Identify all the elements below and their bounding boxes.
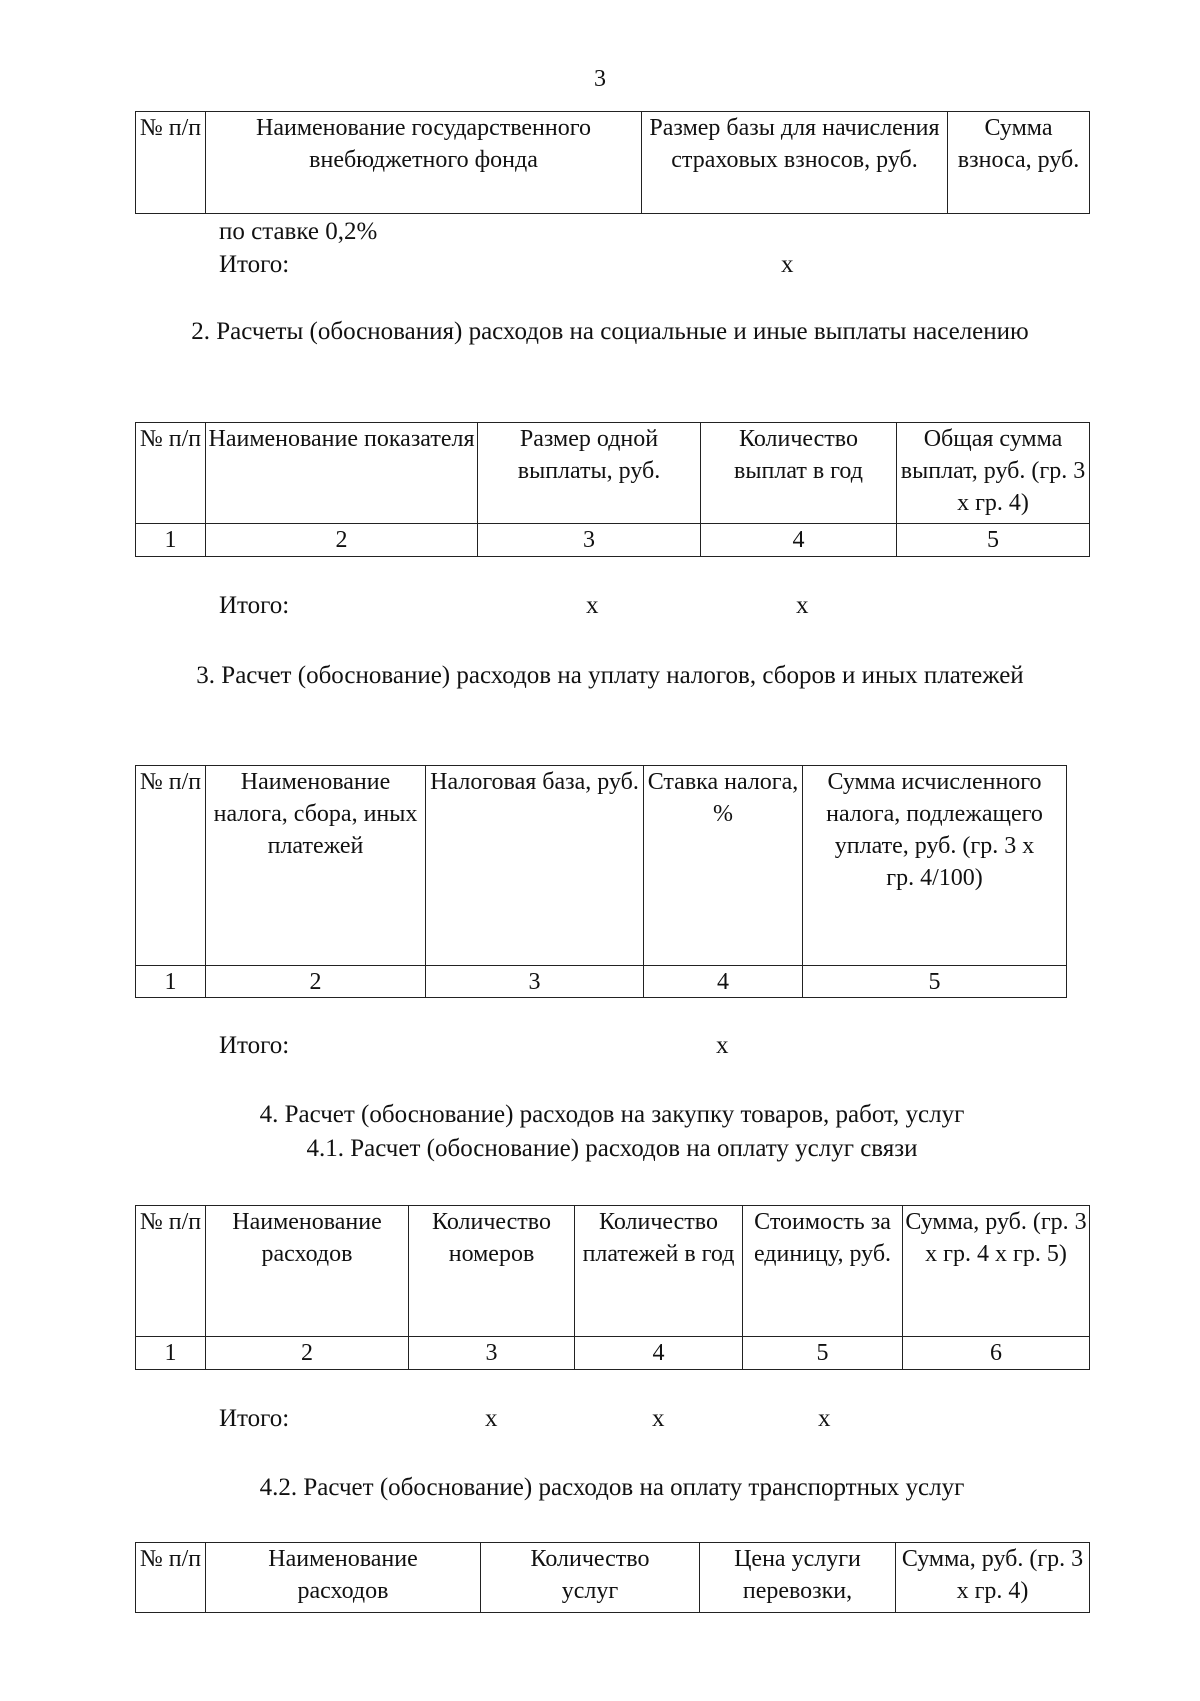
total-mark: x xyxy=(652,1405,665,1432)
page-number: 3 xyxy=(594,66,606,92)
header-cell: Налоговая база, руб. xyxy=(426,766,644,966)
column-index: 1 xyxy=(136,966,206,998)
total-label: Итого: xyxy=(219,251,290,278)
header-cell: Наименование государственного внебюджетного фонда xyxy=(206,112,642,214)
header-cell: Наименование расходов xyxy=(206,1543,481,1613)
header-cell: Ставка налога, % xyxy=(644,766,803,966)
header-cell: Сумма исчисленного налога, подлежащего уплате, руб. (гр. 3 x гр. 4/100) xyxy=(803,766,1067,966)
column-index: 4 xyxy=(701,524,897,557)
column-index: 4 xyxy=(644,966,803,998)
header-cell: Сумма, руб. (гр. 3 x гр. 4 x гр. 5) xyxy=(903,1206,1090,1337)
column-index: 5 xyxy=(897,524,1090,557)
header-cell: Наименование налога, сбора, иных платежей xyxy=(206,766,426,966)
social-payments-table xyxy=(135,422,1090,557)
header-cell: Стоимость за единицу, руб. xyxy=(743,1206,903,1337)
header-cell: Наименование показателя xyxy=(206,423,478,524)
header-cell: Цена услуги перевозки, xyxy=(700,1543,896,1613)
header-cell: Наименование расходов xyxy=(206,1206,409,1337)
total-mark: x xyxy=(485,1405,498,1432)
rate-note: по ставке 0,2% xyxy=(219,218,378,245)
total-mark: x xyxy=(781,251,794,278)
section-4-1-title: 4.1. Расчет (обоснование) расходов на оплату услуг связи xyxy=(306,1135,918,1162)
header-cell: Размер базы для начисления страховых взносов, руб. xyxy=(642,112,948,214)
header-cell: № п/п xyxy=(136,1206,206,1337)
header-cell: № п/п xyxy=(136,1543,206,1613)
section-4-title: 4. Расчет (обоснование) расходов на закупку товаров, работ, услуг xyxy=(259,1101,965,1128)
header-cell: Количество услуг xyxy=(481,1543,700,1613)
header-cell: № п/п xyxy=(136,112,206,214)
total-mark: x xyxy=(818,1405,831,1432)
column-index: 5 xyxy=(803,966,1067,998)
header-cell: № п/п xyxy=(136,766,206,966)
column-index: 1 xyxy=(136,524,206,557)
column-index: 5 xyxy=(743,1337,903,1370)
header-cell: Количество выплат в год xyxy=(701,423,897,524)
total-mark: x xyxy=(716,1032,729,1059)
contributions-table xyxy=(135,111,1090,214)
section-2-title: 2. Расчеты (обоснования) расходов на социальные и иные выплаты населению xyxy=(191,318,1029,345)
communication-services-table xyxy=(135,1205,1090,1370)
transport-services-table xyxy=(135,1542,1090,1613)
total-label: Итого: xyxy=(219,1032,290,1059)
section-4-2-title: 4.2. Расчет (обоснование) расходов на оплату транспортных услуг xyxy=(259,1474,965,1501)
section-3-title: 3. Расчет (обоснование) расходов на уплату налогов, сборов и иных платежей xyxy=(196,662,1024,689)
total-label: Итого: xyxy=(219,592,290,619)
column-index: 3 xyxy=(409,1337,575,1370)
header-cell: Общая сумма выплат, руб. (гр. 3 x гр. 4) xyxy=(897,423,1090,524)
total-mark: x xyxy=(796,592,809,619)
header-cell: Сумма, руб. (гр. 3 x гр. 4) xyxy=(896,1543,1090,1613)
column-index: 3 xyxy=(478,524,701,557)
total-mark: x xyxy=(586,592,599,619)
column-index: 2 xyxy=(206,524,478,557)
header-cell: Количество платежей в год xyxy=(575,1206,743,1337)
header-cell: Количество номеров xyxy=(409,1206,575,1337)
column-index: 1 xyxy=(136,1337,206,1370)
taxes-table xyxy=(135,765,1067,998)
column-index: 2 xyxy=(206,1337,409,1370)
column-index: 6 xyxy=(903,1337,1090,1370)
column-index: 4 xyxy=(575,1337,743,1370)
column-index: 3 xyxy=(426,966,644,998)
total-label: Итого: xyxy=(219,1405,290,1432)
column-index: 2 xyxy=(206,966,426,998)
header-cell: Размер одной выплаты, руб. xyxy=(478,423,701,524)
header-cell: № п/п xyxy=(136,423,206,524)
header-cell: Сумма взноса, руб. xyxy=(948,112,1090,214)
